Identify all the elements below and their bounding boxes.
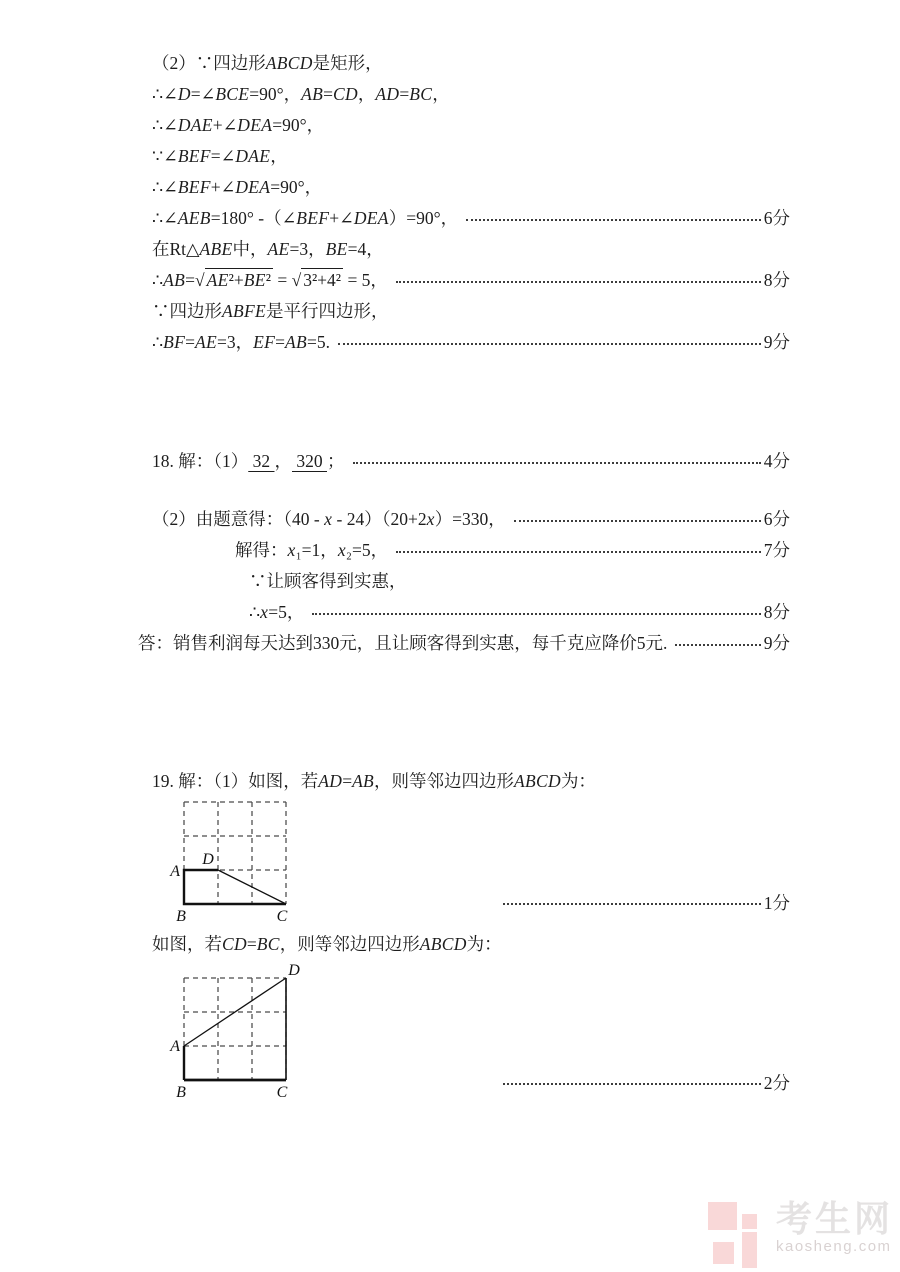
score-mark: 1分 [763,893,790,913]
logo-block [713,1242,734,1264]
solution-line [152,504,790,535]
kaosheng-watermark [708,1200,893,1268]
solution-line [152,296,790,327]
line-text: ∴BF=AE=3，EF=AB=5. [152,332,330,352]
dotted-leader [353,462,761,464]
diagram2-row [152,962,790,1114]
dashed-grid [184,802,286,904]
kaosheng-logo-icon [708,1200,768,1268]
score-row [503,1070,790,1114]
score-mark: 4分 [763,451,790,471]
solution-line [152,566,790,597]
dotted-leader [396,281,761,283]
solution-line [152,446,790,477]
line-text: ∴x=5， [249,602,305,622]
diagram1-row [152,797,790,935]
dotted-leader [503,1083,761,1085]
diagram-quadrilateral-1 [154,797,306,935]
line-text: （2）由题意得：（40 - x - 24）（20+2x）=330， [152,509,506,529]
dotted-leader [466,219,761,221]
problem19-solution [152,766,790,1114]
solution-line [152,48,790,79]
solution-line [152,172,790,203]
score-mark: 2分 [763,1073,790,1093]
score-mark: 6分 [763,509,790,529]
problem18-solution [138,446,790,659]
diagram-quadrilateral-2 [154,962,306,1114]
score-mark: 8分 [763,270,790,290]
solution-line [152,234,790,265]
line-text: 答：销售利润每天达到330元，且让顾客得到实惠，每千克应降价5元. [138,633,668,653]
line-text: 如图，若CD=BC，则等邻边四边形ABCD为： [152,934,502,954]
line-text: 18. 解：（1） 32 ， 320 ； [152,451,345,471]
dotted-leader [514,520,761,522]
vertex-label-d: D [202,851,214,868]
dotted-leader [338,343,761,345]
line-text: 解得：x₁=1，x₂=5， [235,540,389,560]
watermark-site-url: kaosheng.com [775,1238,892,1255]
vertex-label-b: B [176,1084,186,1101]
solution-line [152,79,790,110]
vertex-label-d: D [288,962,300,979]
line-text: （2）∵四边形ABCD是矩形， [152,53,383,73]
solution-line [152,535,790,566]
solution-line [138,628,790,659]
line-text: ∴∠D=∠BCE=90°，AB=CD，AD=BC， [152,84,450,104]
vertex-label-a: A [170,1038,180,1055]
dotted-leader [675,644,760,646]
vertex-label-c: C [276,908,288,925]
line-text: ∴AB=√ AE²+BE² = √ 3²+4² = 5， [152,270,388,290]
solution-line [152,265,790,296]
line-text: 在Rt△ABE中，AE=3，BE=4， [152,239,384,259]
line-text: 19. 解：（1）如图，若AD=AB，则等邻边四边形ABCD为： [152,771,596,791]
logo-block [742,1232,757,1268]
watermark-site-name: 考生网 [775,1198,893,1239]
logo-block [742,1214,757,1229]
vertex-label-b: B [176,908,186,925]
score-mark: 9分 [763,332,790,352]
score-mark: 6分 [763,208,790,228]
line-text: ∴∠BEF+∠DEA=90°， [152,177,323,197]
edge-da [184,978,286,1046]
solution-line [152,203,790,234]
line-text: ∵让顾客得到实惠， [249,571,407,591]
problem17-part2-solution [152,48,790,358]
solution-line [152,141,790,172]
vertex-label-a: A [170,863,180,880]
line-text: ∴∠DAE+∠DEA=90°， [152,115,325,135]
score-mark: 9分 [763,633,790,653]
line-text: ∵∠BEF=∠DAE， [152,146,288,166]
score-row [503,890,790,935]
line-text: ∵四边形ABFE是平行四边形， [152,301,389,321]
logo-block [708,1202,737,1230]
solution-line [152,327,790,358]
quadrilateral-solid-edges [184,870,286,904]
solution-line [152,110,790,141]
solution-line [152,766,790,797]
score-mark: 8分 [763,602,790,622]
solution-line [152,597,790,628]
score-mark: 7分 [763,540,790,560]
vertex-label-c: C [276,1084,288,1101]
dotted-leader [396,551,761,553]
watermark-text [776,1200,893,1255]
line-text: ∴∠AEB=180° -（∠BEF+∠DEA）=90°， [152,208,459,228]
dotted-leader [503,903,761,905]
dotted-leader [312,613,760,615]
dashed-grid [184,978,286,1080]
